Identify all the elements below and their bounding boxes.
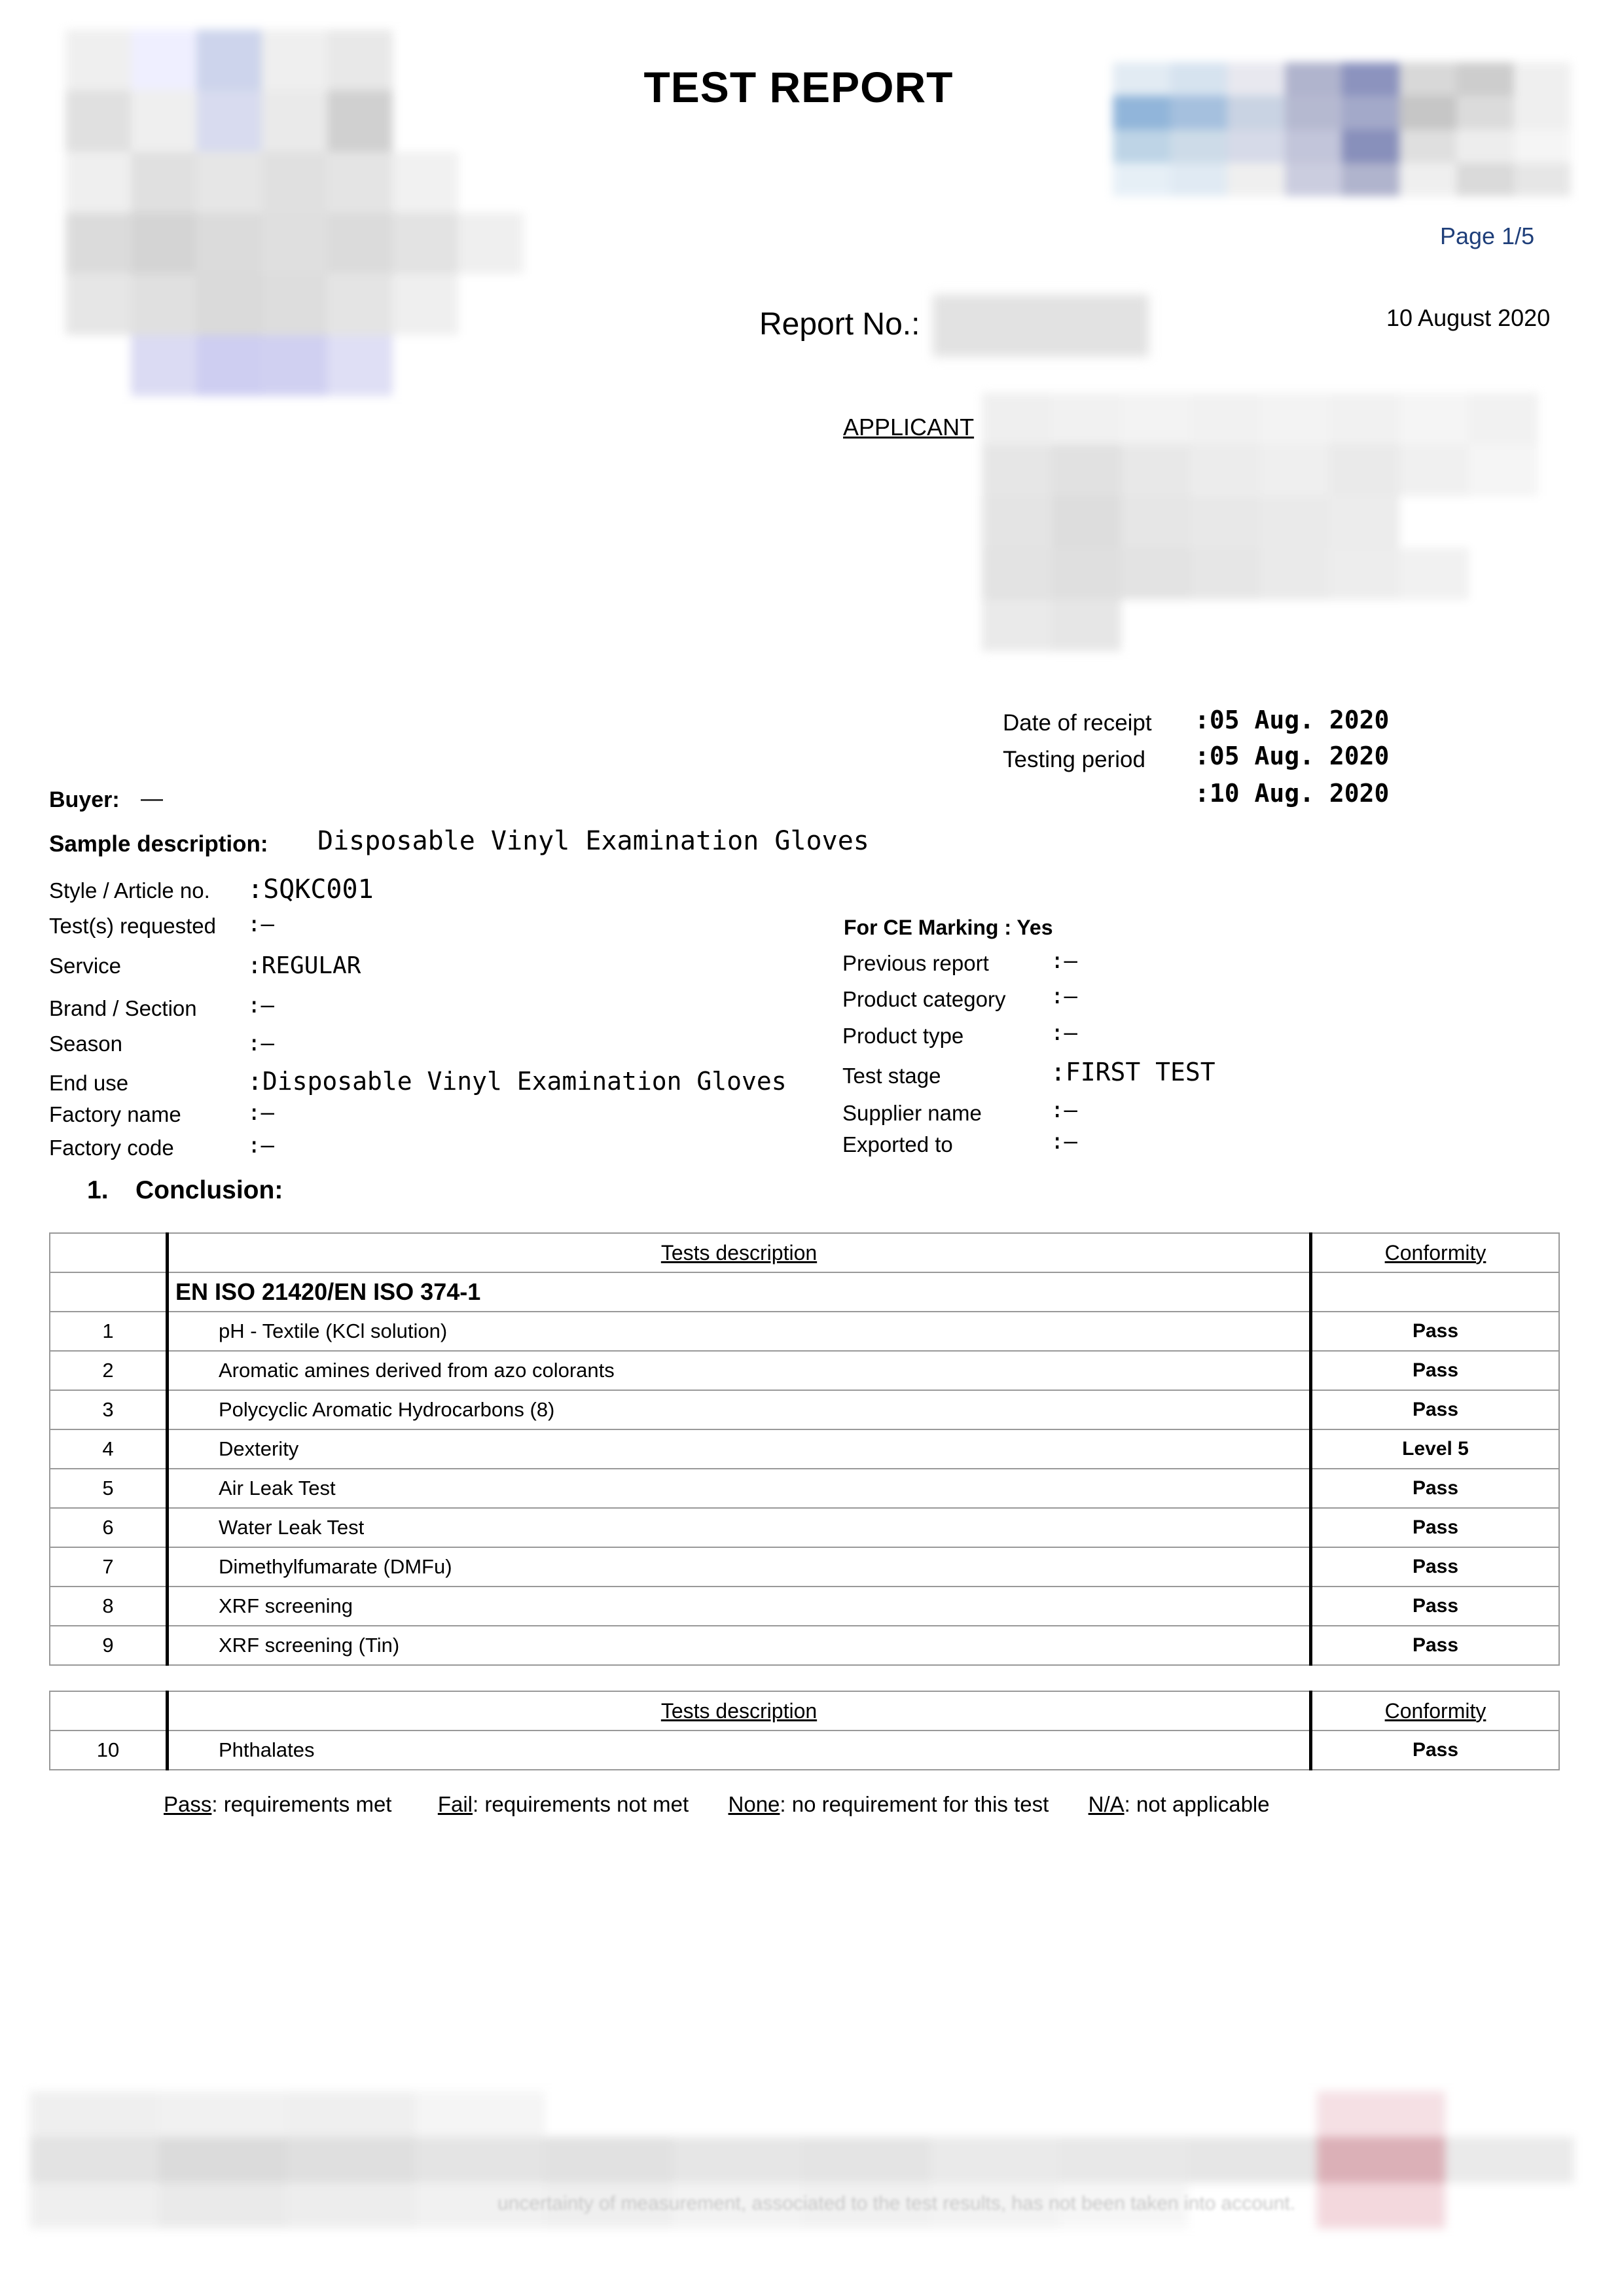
legend-fail-term: Fail — [437, 1792, 473, 1816]
test-description: Aromatic amines derived from azo colorants — [168, 1351, 1311, 1390]
receipt-date-label: Date of receipt — [1003, 710, 1152, 736]
phthalates-table — [49, 1691, 1560, 1770]
table-header-row — [50, 1233, 1559, 1272]
field-value: :SQKC001 — [247, 874, 374, 905]
field-label: Product category — [842, 987, 1006, 1011]
field-label: Service — [49, 954, 122, 978]
row-number: 3 — [50, 1390, 168, 1429]
test-result: Pass — [1311, 1469, 1560, 1508]
table-cell — [1311, 1272, 1560, 1312]
test-description: Polycyclic Aromatic Hydrocarbons (8) — [168, 1390, 1311, 1429]
field-value: :— — [1051, 1020, 1077, 1046]
legend-pass-text: : requirements met — [211, 1792, 392, 1816]
test-result: Level 5 — [1311, 1429, 1560, 1469]
test-result: Pass — [1311, 1587, 1560, 1626]
table-cell — [50, 1272, 168, 1312]
field-label: Factory name — [49, 1102, 181, 1126]
test-result: Pass — [1311, 1312, 1560, 1351]
legend-none-text: : no requirement for this test — [780, 1792, 1049, 1816]
field-value: :— — [247, 911, 274, 937]
field-label: Factory code — [49, 1136, 174, 1160]
conclusion-heading: Conclusion: — [135, 1176, 283, 1204]
testing-period-to: :10 Aug. 2020 — [1195, 779, 1390, 808]
legend-pass-term: Pass — [164, 1792, 212, 1816]
row-number: 10 — [50, 1731, 168, 1770]
table-header-row — [50, 1691, 1559, 1731]
report-number-redacted — [933, 295, 1149, 357]
result-legend — [164, 1792, 1270, 1817]
legend-na-text: : not applicable — [1124, 1792, 1270, 1816]
test-description: Water Leak Test — [168, 1508, 1311, 1547]
legend-none-term: None — [728, 1792, 780, 1816]
field-label: Style / Article no. — [49, 878, 210, 903]
test-description: Dexterity — [168, 1429, 1311, 1469]
test-description: Air Leak Test — [168, 1469, 1311, 1508]
ce-marking: For CE Marking : Yes — [844, 916, 1053, 939]
table-cell — [50, 1233, 168, 1272]
table-cell — [50, 1691, 168, 1731]
test-result: Pass — [1311, 1547, 1560, 1587]
field-label: Product type — [842, 1024, 964, 1048]
field-value: :— — [247, 1030, 274, 1056]
row-number: 4 — [50, 1429, 168, 1469]
legend-na-term: N/A — [1088, 1792, 1125, 1816]
test-description: pH - Textile (KCl solution) — [168, 1312, 1311, 1351]
field-value: :— — [1051, 1128, 1077, 1155]
table-row — [50, 1587, 1559, 1626]
page-number: Page 1/5 — [1440, 223, 1535, 249]
field-value: :— — [247, 992, 274, 1018]
field-label: Test stage — [842, 1064, 941, 1088]
field-value: :REGULAR — [247, 952, 361, 979]
table-row — [50, 1390, 1559, 1429]
test-result: Pass — [1311, 1508, 1560, 1547]
field-label: Test(s) requested — [49, 914, 216, 938]
table-group-row — [50, 1272, 1559, 1312]
field-label: Supplier name — [842, 1101, 982, 1125]
test-result: Pass — [1311, 1390, 1560, 1429]
buyer-value: — — [141, 786, 163, 811]
row-number: 9 — [50, 1626, 168, 1665]
field-label: Previous report — [842, 951, 989, 975]
row-number: 8 — [50, 1587, 168, 1626]
field-label: Season — [49, 1031, 122, 1056]
applicant-label: APPLICANT — [843, 414, 975, 440]
test-result: Pass — [1311, 1731, 1560, 1770]
test-description: XRF screening (Tin) — [168, 1626, 1311, 1665]
test-description: Dimethylfumarate (DMFu) — [168, 1547, 1311, 1587]
page-title: TEST REPORT — [643, 63, 954, 111]
applicant-address-redacted — [982, 393, 1538, 651]
table-row — [50, 1731, 1559, 1770]
receipt-date-value: :05 Aug. 2020 — [1195, 706, 1390, 734]
field-label: Exported to — [842, 1132, 953, 1157]
legend-fail-text: : requirements not met — [473, 1792, 689, 1816]
field-label: Brand / Section — [49, 996, 197, 1020]
report-number-label: Report No.: — [759, 307, 920, 342]
row-number: 5 — [50, 1469, 168, 1508]
field-value: :— — [247, 1100, 274, 1126]
testing-period-label: Testing period — [1003, 747, 1145, 772]
field-value: :— — [247, 1132, 274, 1158]
testing-period-from: :05 Aug. 2020 — [1195, 742, 1390, 770]
table-row — [50, 1469, 1559, 1508]
field-value: :— — [1051, 983, 1077, 1009]
table-row — [50, 1626, 1559, 1665]
report-date: 10 August 2020 — [1386, 304, 1551, 331]
field-value: :Disposable Vinyl Examination Gloves — [247, 1067, 787, 1096]
row-number: 6 — [50, 1508, 168, 1547]
table-row — [50, 1508, 1559, 1547]
footer-note: uncertainty of measurement, associated to the test results, has not been taken into account. — [497, 2193, 1296, 2214]
row-number: 2 — [50, 1351, 168, 1390]
conformity-header: Conformity — [1311, 1233, 1560, 1272]
field-label: End use — [49, 1071, 129, 1095]
tests-description-header: Tests description — [168, 1691, 1311, 1731]
sample-description-label: Sample description: — [49, 831, 268, 857]
standard-group: EN ISO 21420/EN ISO 374-1 — [168, 1272, 1311, 1312]
table-row — [50, 1547, 1559, 1587]
table-row — [50, 1429, 1559, 1469]
test-result: Pass — [1311, 1351, 1560, 1390]
table-row — [50, 1351, 1559, 1390]
test-description: XRF screening — [168, 1587, 1311, 1626]
row-number: 7 — [50, 1547, 168, 1587]
row-number: 1 — [50, 1312, 168, 1351]
tests-description-header: Tests description — [168, 1233, 1311, 1272]
field-value: :— — [1051, 948, 1077, 974]
buyer-label: Buyer: — [49, 787, 120, 812]
field-value: :FIRST TEST — [1051, 1058, 1215, 1086]
conclusion-table — [49, 1232, 1560, 1666]
field-value: :— — [1051, 1097, 1077, 1123]
test-description: Phthalates — [168, 1731, 1311, 1770]
test-result: Pass — [1311, 1626, 1560, 1665]
conformity-header: Conformity — [1311, 1691, 1560, 1731]
conclusion-number: 1. — [87, 1176, 109, 1204]
table-row — [50, 1312, 1559, 1351]
sample-description-value: Disposable Vinyl Examination Gloves — [317, 826, 869, 856]
